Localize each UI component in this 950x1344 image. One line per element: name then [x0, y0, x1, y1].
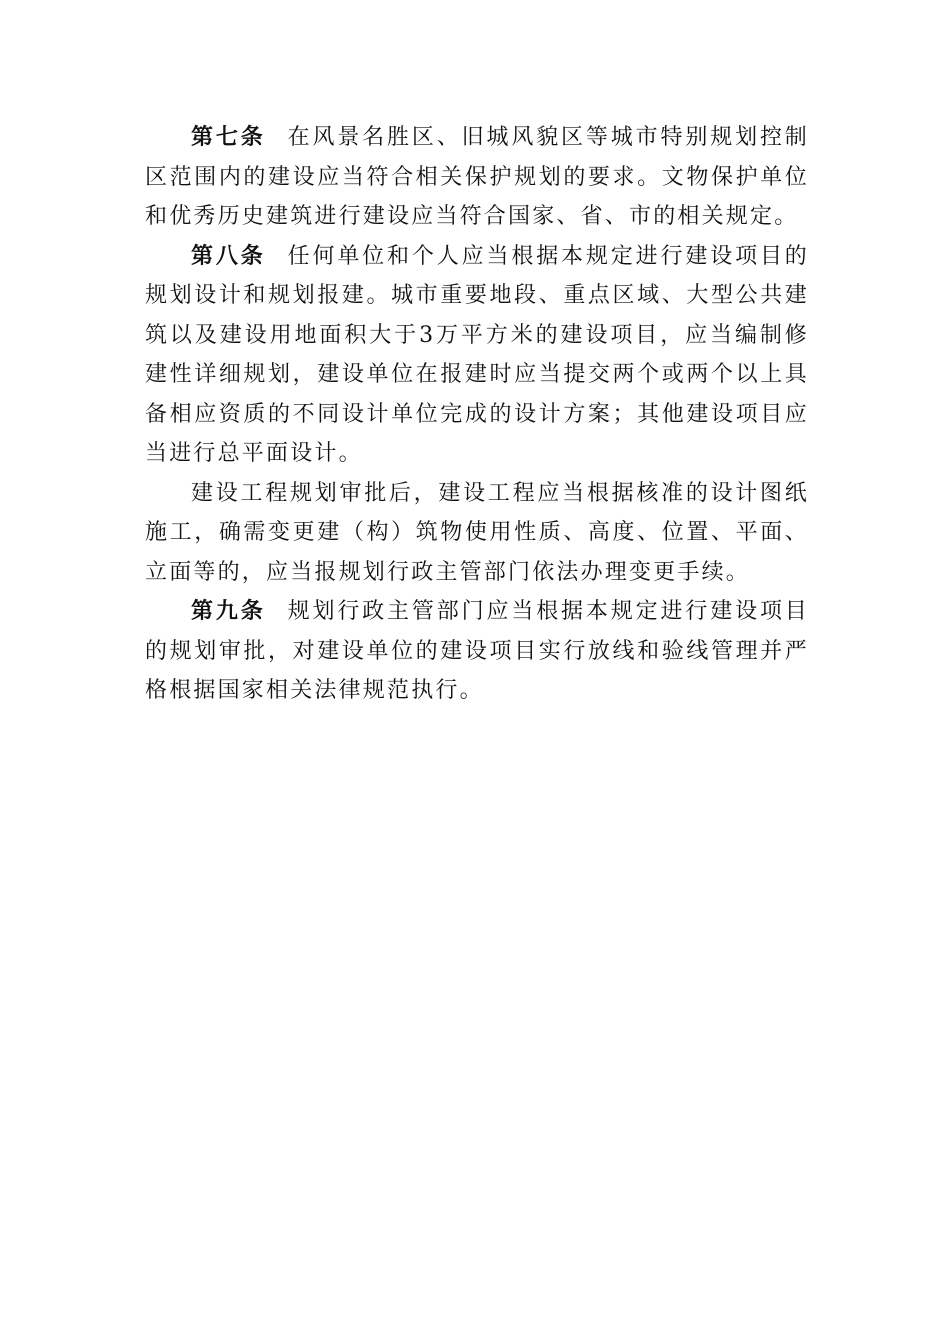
article-body: 建设工程规划审批后，建设工程应当根据核准的设计图纸施工，确需变更建（构）筑物使用性质、高度、位置、平面、立面等的，应当报规划行政主管部门依法办理变更手续。	[145, 480, 809, 585]
document-page	[145, 118, 809, 711]
article-heading: 第七条	[191, 124, 266, 150]
article-9	[145, 592, 809, 711]
article-heading: 第九条	[191, 598, 266, 624]
article-body: 规划行政主管部门应当根据本规定进行建设项目的规划审批，对建设单位的建设项目实行放线和验线管理并严格根据国家相关法律规范执行。	[145, 599, 810, 703]
article-8-paragraph-2	[145, 474, 809, 593]
article-heading: 第八条	[191, 242, 266, 269]
article-7	[145, 118, 809, 237]
article-body: 在风景名胜区、旧城风貌区等城市特别规划控制区范围内的建设应当符合相关保护规划的要求。文物保护单位和优秀历史建筑进行建设应当符合国家、省、市的相关规定。	[145, 125, 810, 229]
article-8	[145, 237, 809, 474]
article-body: 任何单位和个人应当根据本规定进行建设项目的规划设计和规划报建。城市重要地段、重点区域、大型公共建筑以及建设用地面积大于3万平方米的建设项目，应当编制修建性详细规划，建设单位在报建时应当提交两个或两个以上具备相应资质的不同设计单位完成的设计方案；其他建设项目应当进行总平面设计。	[145, 243, 810, 466]
